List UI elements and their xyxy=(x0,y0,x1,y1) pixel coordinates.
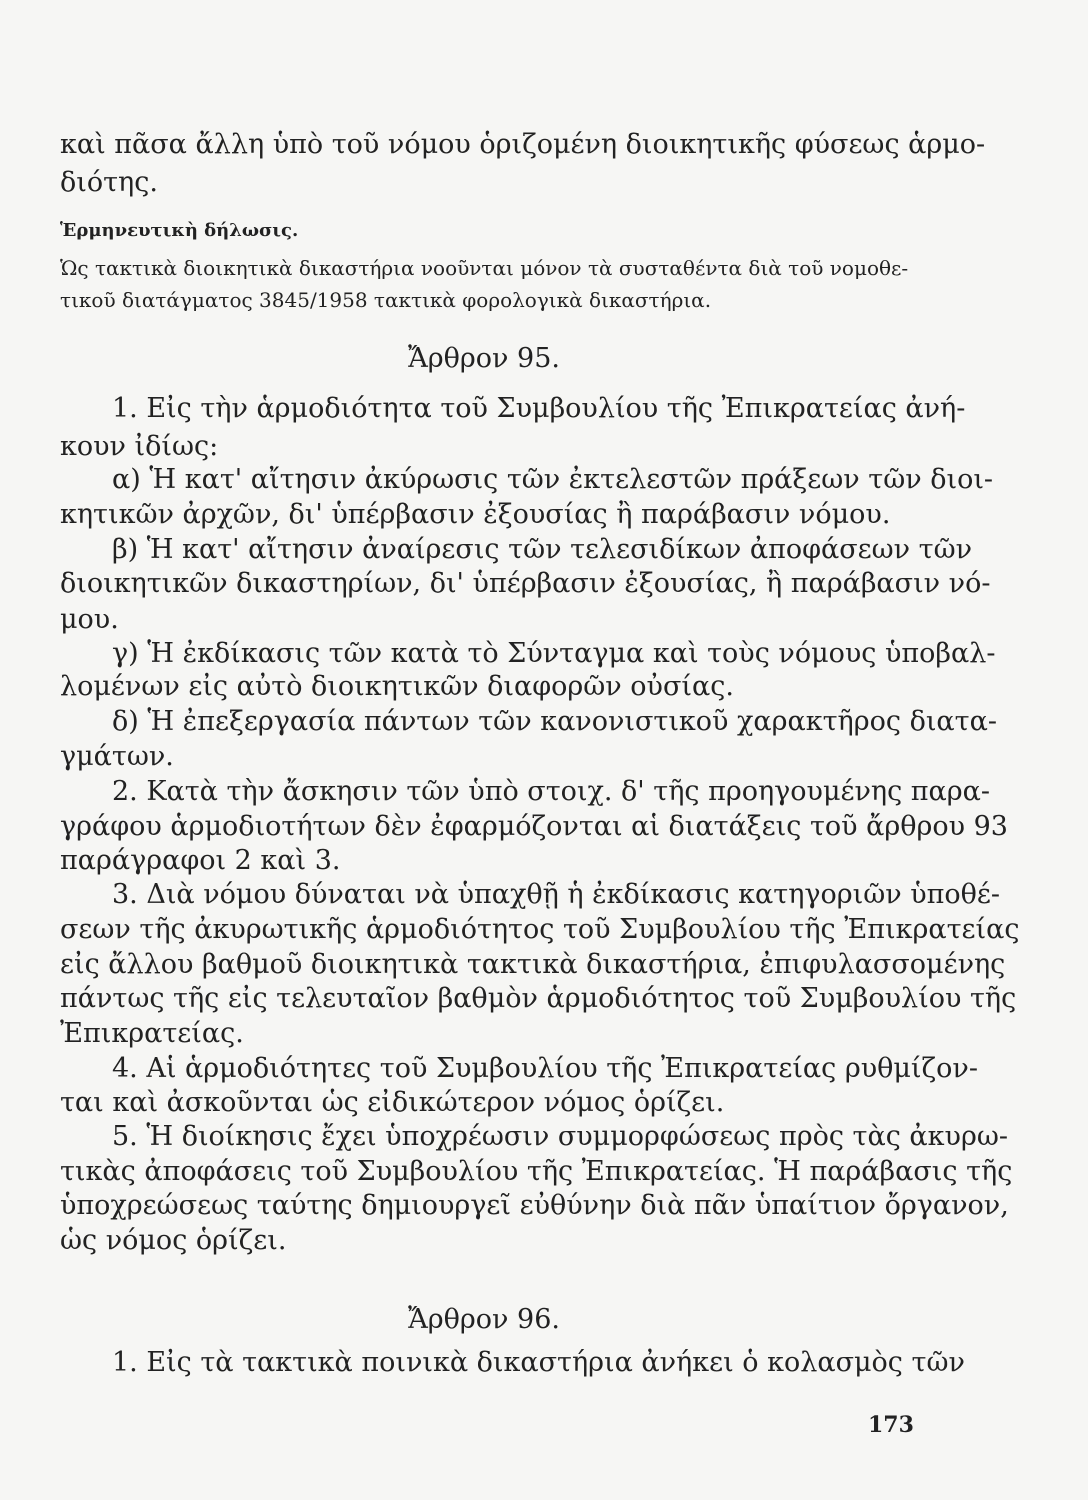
interpretive-line: Ὡς τακτικὰ διοικητικὰ δικαστήρια νοοῦνται μόνον τὰ συσταθέντα διὰ τοῦ νομοθε- xyxy=(60,256,909,280)
text-line: ὡς νόμος ὁρίζει. xyxy=(60,1225,287,1256)
text-line: 5. Ἡ διοίκησις ἔχει ὑποχρέωσιν συμμορφώσεως πρὸς τὰς ἀκυρω- xyxy=(112,1121,1008,1152)
text-line: γμάτων. xyxy=(60,741,174,772)
text-line: παράγραφοι 2 καὶ 3. xyxy=(60,845,341,876)
text-line: σεων τῆς ἀκυρωτικῆς ἁρμοδιότητος τοῦ Συμβουλίου τῆς Ἐπικρατείας xyxy=(60,914,1020,945)
text-line: 4. Αἱ ἁρμοδιότητες τοῦ Συμβουλίου τῆς Ἐπικρατείας ρυθμίζον- xyxy=(112,1053,978,1084)
text-line: πάντως τῆς εἰς τελευταῖον βαθμὸν ἁρμοδιότητος τοῦ Συμβουλίου τῆς xyxy=(60,983,1017,1014)
text-line: λομένων εἰς αὐτὸ διοικητικῶν διαφορῶν οὐσίας. xyxy=(60,671,734,702)
article-title: Ἄρθρον 95. xyxy=(407,343,560,374)
text-line: μου. xyxy=(60,604,119,635)
article-title: Ἄρθρον 96. xyxy=(407,1304,560,1335)
text-line: 2. Κατὰ τὴν ἄσκησιν τῶν ὑπὸ στοιχ. δ' τῆς προηγουμένης παρα- xyxy=(112,776,990,807)
text-line: τικὰς ἀποφάσεις τοῦ Συμβουλίου τῆς Ἐπικρατείας. Ἡ παράβασις τῆς xyxy=(60,1156,1013,1187)
text-line: δ) Ἡ ἐπεξεργασία πάντων τῶν κανονιστικοῦ χαρακτῆρος διατα- xyxy=(112,706,997,737)
interpretive-line: τικοῦ διατάγματος 3845/1958 τακτικὰ φορολογικὰ δικαστήρια. xyxy=(60,288,712,312)
text-line: γ) Ἡ ἐκδίκασις τῶν κατὰ τὸ Σύνταγμα καὶ τοὺς νόμους ὑποβαλ- xyxy=(112,638,996,669)
text-line: διότης. xyxy=(60,167,158,198)
text-line: Ἐπικρατείας. xyxy=(60,1018,244,1049)
text-line: β) Ἡ κατ' αἴτησιν ἀναίρεσις τῶν τελεσιδίκων ἀποφάσεων τῶν xyxy=(112,534,973,565)
text-line: ὑποχρεώσεως ταύτης δημιουργεῖ εὐθύνην διὰ πᾶν ὑπαίτιον ὄργανον, xyxy=(60,1190,1009,1221)
text-line: εἰς ἄλλου βαθμοῦ διοικητικὰ τακτικὰ δικαστήρια, ἐπιφυλασσομένης xyxy=(60,949,1006,980)
page-number: 173 xyxy=(868,1412,914,1438)
text-line: α) Ἡ κατ' αἴτησιν ἀκύρωσις τῶν ἐκτελεστῶν πράξεων τῶν διοι- xyxy=(112,464,994,495)
text-line: διοικητικῶν δικαστηρίων, δι' ὑπέρβασιν ἐξουσίας, ἢ παράβασιν νό- xyxy=(60,568,991,599)
text-line: γράφου ἁρμοδιοτήτων δὲν ἐφαρμόζονται αἱ διατάξεις τοῦ ἄρθρου 93 xyxy=(60,811,1008,842)
text-line: καὶ πᾶσα ἄλλη ὑπὸ τοῦ νόμου ὁριζομένη διοικητικῆς φύσεως ἁρμο- xyxy=(60,129,986,160)
text-line: 3. Διὰ νόμου δύναται νὰ ὑπαχθῇ ἡ ἐκδίκασις κατηγοριῶν ὑποθέ- xyxy=(112,879,1001,910)
text-line: κουν ἰδίως: xyxy=(60,431,219,462)
text-line: 1. Εἰς τὰ τακτικὰ ποινικὰ δικαστήρια ἀνήκει ὁ κολασμὸς τῶν xyxy=(112,1347,965,1378)
interpretive-heading: Ἑρμηνευτικὴ δήλωσις. xyxy=(60,220,299,241)
text-line: ται καὶ ἀσκοῦνται ὡς εἰδικώτερον νόμος ὁρίζει. xyxy=(60,1087,725,1118)
text-line: κητικῶν ἀρχῶν, δι' ὑπέρβασιν ἐξουσίας ἢ παράβασιν νόμου. xyxy=(60,499,891,530)
text-line: 1. Εἰς τὴν ἁρμοδιότητα τοῦ Συμβουλίου τῆς Ἐπικρατείας ἀνή- xyxy=(112,393,966,424)
